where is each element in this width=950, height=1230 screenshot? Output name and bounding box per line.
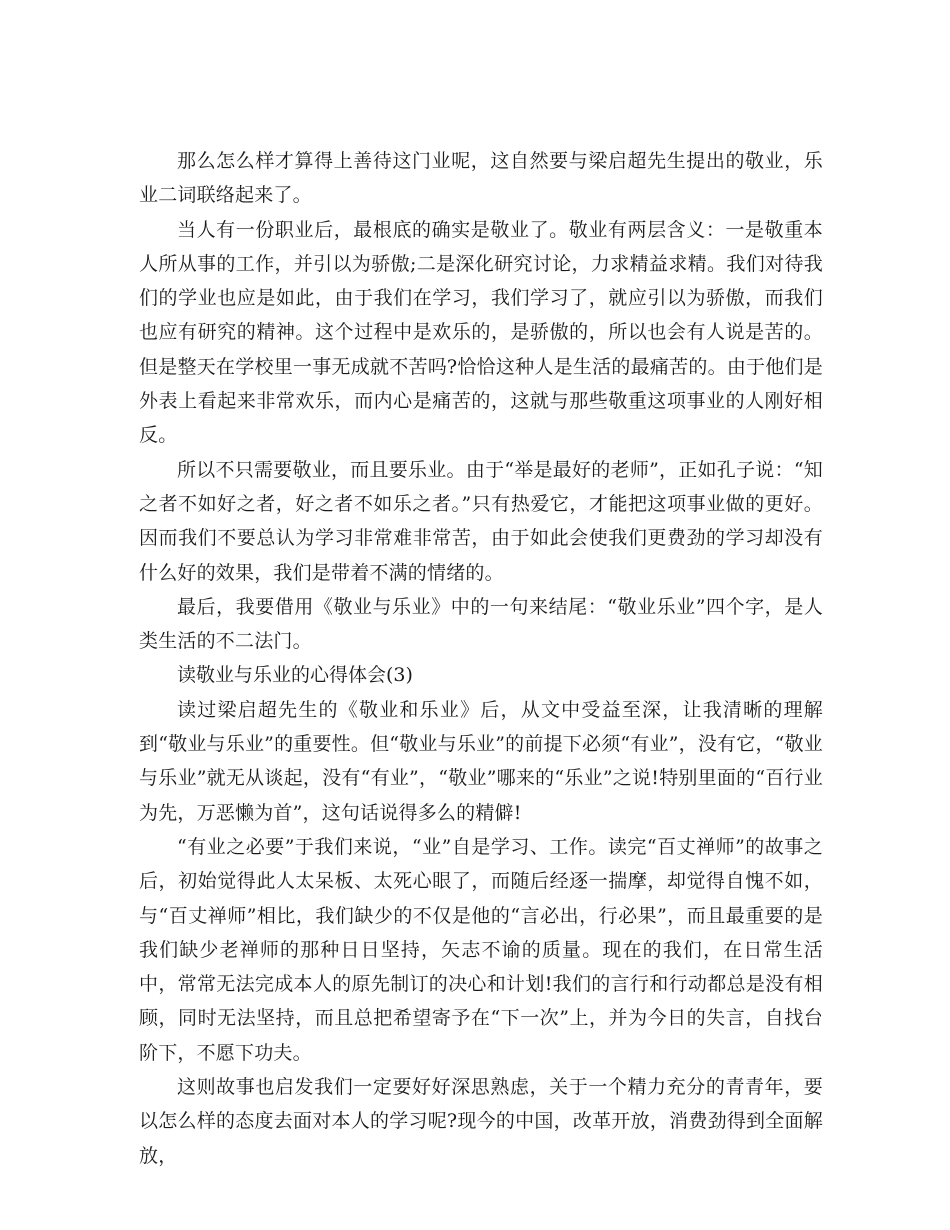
paragraph-7: 这则故事也启发我们一定要好好深思熟虑，关于一个精力充分的青青年，要以怎么样的态度去面对本人的学习呢?现今的中国，改革开放，消费劲得到全面解放， [139,1076,823,1167]
paragraph-2: 当人有一份职业后，最根底的确实是敬业了。敬业有两层含义：一是敬重本人所从事的工作，并引以为骄傲;二是深化研究讨论，力求精益求精。我们对待我们的学业也应是如此，由于我们在学习，我们学习了，就应引以为骄傲，而我们也应有研究的精神。这个过程中是欢乐的，是骄傲的，所以也会有人说是苦的。但是整天在学校里一事无成就不苦吗?恰恰这种人是生活的最痛苦的。由于他们是外表上看起来非常欢乐，而内心是痛苦的，这就与那些敬重这项事业的人刚好相反。 [139,218,823,447]
section-heading: 读敬业与乐业的心得体会(3) [177,664,413,687]
paragraph-5: 读过梁启超先生的《敬业和乐业》后，从文中受益至深，让我清晰的理解到“敬业与乐业”的重要性。但“敬业与乐业”的前提下必须“有业”，没有它，“敬业与乐业”就无从谈起，没有“有业”，“敬业”哪来的“乐业”之说!特别里面的“百行业为先，万恶懒为首”，这句话说得多么的精僻! [139,698,823,824]
paragraph-1: 那么怎么样才算得上善待这门业呢，这自然要与梁启超先生提出的敬业，乐业二词联络起来了。 [139,150,823,207]
paragraph-3: 所以不只需要敬业，而且要乐业。由于“举是最好的老师”，正如孔子说：“知之者不如好之者，好之者不如乐之者。”只有热爱它，才能把这项事业做的更好。因而我们不要总认为学习非常难非常苦，由于如此会使我们更费劲的学习却没有什么好的效果，我们是带着不满的情绪的。 [139,458,823,584]
paragraph-6: “有业之必要”于我们来说，“业”自是学习、工作。读完“百丈禅师”的故事之后，初始觉得此人太呆板、太死心眼了，而随后经逐一揣摩，却觉得自愧不如，与“百丈禅师”相比，我们缺少的不仅是他的“言必出，行必果”，而且最重要的是我们缺少老禅师的那种日日坚持，矢志不谕的质量。现在的我们，在日常生活中，常常无法完成本人的原先制订的决心和计划!我们的言行和行动都总是没有相顾，同时无法坚持，而且总把希望寄予在“下一次”上，并为今日的失言，自找台阶下，不愿下功夫。 [139,835,823,1064]
document-body [139,144,823,1173]
paragraph-4: 最后，我要借用《敬业与乐业》中的一句来结尾：“敬业乐业”四个字，是人类生活的不二法门。 [139,595,823,653]
